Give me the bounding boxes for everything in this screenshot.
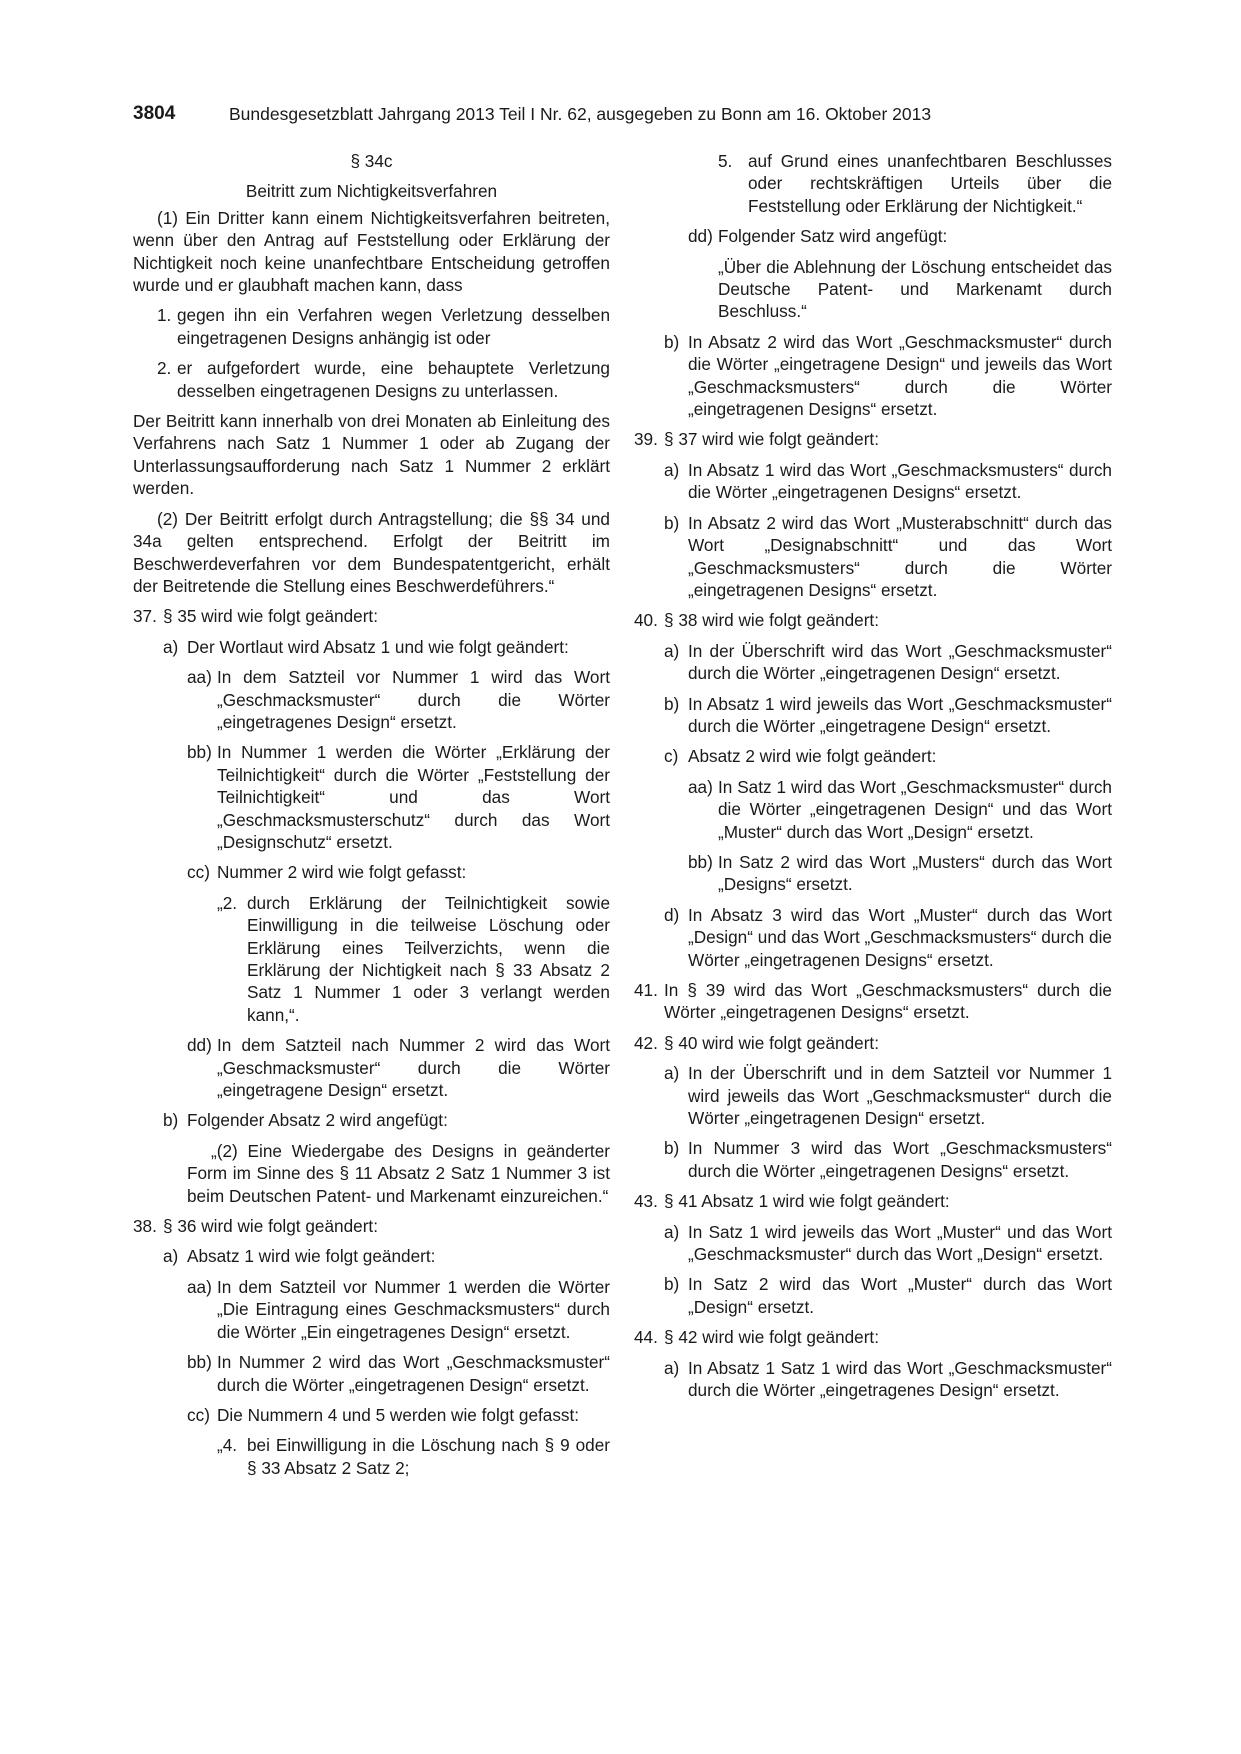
item-text: In Absatz 2 wird das Wort „Musterabschnitt“ durch das Wort „Designabschnitt“ und das Wort „Geschmacksmusters“ durch die Wörter „eingetragenen Designs“ ersetzt. xyxy=(688,512,1112,600)
item-text: In Nummer 1 werden die Wörter „Erklärung der Teilnichtigkeit“ durch die Wörter „Feststellung der Teilnichtigkeit“ und das Wort „Geschmacksmusterschutz“ durch das Wort „Designschutz“ ersetzt. xyxy=(217,742,610,852)
item-text: er aufgefordert wurde, eine behauptete Verletzung desselben eingetragenen Designs zu unterlassen. xyxy=(177,358,610,401)
item-label: 37. xyxy=(133,606,157,627)
list-item xyxy=(634,150,1112,217)
item-text: gegen ihn ein Verfahren wegen Verletzung desselben eingetragenen Designs anhängig ist oder xyxy=(177,305,610,348)
list-item xyxy=(133,1351,610,1396)
paragraph xyxy=(133,508,610,598)
item-text: § 36 wird wie folgt geändert: xyxy=(163,1216,378,1237)
item-label: a) xyxy=(664,1221,680,1242)
item-text: In Satz 2 wird das Wort „Musters“ durch das Wort „Designs“ ersetzt. xyxy=(718,851,1112,895)
item-text: In Nummer 3 wird das Wort „Geschmacksmusters“ durch die Wörter „eingetragenen Designs“ ersetzt. xyxy=(688,1138,1112,1181)
list-item xyxy=(634,1273,1112,1318)
item-text: Die Nummern 4 und 5 werden wie folgt gefasst: xyxy=(217,1404,580,1425)
item-text: § 35 wird wie folgt geändert: xyxy=(163,606,378,627)
item-label: a) xyxy=(664,459,680,480)
list-item xyxy=(634,331,1112,421)
item-label: bb) xyxy=(688,851,713,872)
list-item xyxy=(634,1326,1112,1348)
item-label: 43. xyxy=(634,1191,658,1212)
item-text: „Über die Ablehnung der Löschung entscheidet das Deutsche Patent- und Markenamt durch Beschluss.“ xyxy=(718,256,1112,322)
list-item xyxy=(133,1109,610,1131)
item-text: In Absatz 2 wird das Wort „Geschmacksmuster“ durch die Wörter „eingetragene Design“ und jeweils das Wort „Geschmacksmusters“ durch die Wörter „eingetragenen Designs“ ersetzt. xyxy=(688,331,1112,420)
list-item xyxy=(634,512,1112,602)
item-text: Folgender Satz wird angefügt: xyxy=(718,226,948,247)
item-text: In Absatz 3 wird das Wort „Muster“ durch das Wort „Design“ und das Wort „Geschmacksmusters“ durch die Wörter „eingetragenen Designs“ ersetzt. xyxy=(688,904,1112,970)
paragraph xyxy=(634,256,1112,323)
item-label: bb) xyxy=(187,1352,212,1373)
item-text: In dem Satzteil vor Nummer 1 werden die Wörter „Die Eintragung eines Geschmacksmusters“ durch die Wörter „Ein eingetragenes Design“ ersetzt. xyxy=(217,1276,610,1342)
item-label: 38. xyxy=(133,1216,157,1237)
item-label: 39. xyxy=(634,429,658,450)
item-label: dd) xyxy=(688,226,713,247)
item-label: aa) xyxy=(688,776,713,797)
item-text: durch Erklärung der Teilnichtigkeit sowie Einwilligung in die teilweise Löschung oder Erklärung eines Teilverzichts, wenn die Erklärung der Nichtigkeit nach § 33 Absatz 2 Satz 1 Nummer 1 oder 3 verlangt werden kann,“. xyxy=(247,892,610,1025)
left-column xyxy=(133,150,610,1479)
paragraph xyxy=(133,1140,610,1207)
item-label: „2. xyxy=(217,892,238,913)
list-item xyxy=(634,776,1112,843)
item-label: aa) xyxy=(187,1276,212,1297)
list-item xyxy=(133,1434,610,1479)
item-label: a) xyxy=(664,1357,680,1378)
item-text: Absatz 1 wird wie folgt geändert: xyxy=(187,1246,436,1267)
item-label: a) xyxy=(163,636,179,657)
page-header xyxy=(133,103,1013,129)
item-label: b) xyxy=(664,331,680,352)
item-label: „4. xyxy=(217,1435,238,1456)
list-item xyxy=(634,225,1112,247)
right-column xyxy=(634,150,1112,1402)
item-text: bei Einwilligung in die Löschung nach § 9 oder § 33 Absatz 2 Satz 2; xyxy=(247,1435,610,1478)
page-number: 3804 xyxy=(133,103,176,124)
item-text: Folgender Absatz 2 wird angefügt: xyxy=(187,1110,448,1131)
list-item xyxy=(133,892,610,1026)
item-text: In Absatz 1 Satz 1 wird das Wort „Geschmacksmuster“ durch die Wörter „eingetragenes Design“ ersetzt. xyxy=(688,1357,1112,1401)
item-text: In dem Satzteil nach Nummer 2 wird das Wort „Geschmacksmuster“ durch die Wörter „eingetragene Design“ ersetzt. xyxy=(217,1035,610,1101)
item-label: 2. xyxy=(157,358,172,379)
item-text: auf Grund eines unanfechtbaren Beschlusses oder rechtskräftigen Urteils über die Feststellung oder Erklärung der Nichtigkeit.“ xyxy=(748,151,1112,216)
list-item xyxy=(634,979,1112,1024)
item-label: b) xyxy=(163,1110,179,1131)
item-text: In Satz 2 wird das Wort „Muster“ durch das Wort „Design“ ersetzt. xyxy=(688,1274,1112,1317)
item-label: 1. xyxy=(157,305,172,326)
item-text: § 42 wird wie folgt geändert: xyxy=(664,1327,879,1348)
list-item xyxy=(634,693,1112,738)
item-text: In § 39 wird das Wort „Geschmacksmusters“ durch die Wörter „eingetragenen Designs“ ersetzt. xyxy=(664,980,1112,1023)
item-text: In Nummer 2 wird das Wort „Geschmacksmuster“ durch die Wörter „eingetragenen Design“ ersetzt. xyxy=(217,1352,610,1395)
item-label: a) xyxy=(163,1246,179,1267)
item-text: § 38 wird wie folgt geändert: xyxy=(664,610,879,631)
item-label: b) xyxy=(664,693,680,714)
item-text: In der Überschrift und in dem Satzteil vor Nummer 1 wird jeweils das Wort „Geschmacksmuster“ durch die Wörter „eingetragenen Design“ ersetzt. xyxy=(688,1063,1112,1129)
item-text: Beitritt zum Nichtigkeitsverfahren xyxy=(245,181,498,202)
list-item xyxy=(133,1404,610,1426)
item-label: dd) xyxy=(187,1035,212,1056)
item-text: Absatz 2 wird wie folgt geändert: xyxy=(688,746,937,767)
item-text: In der Überschrift wird das Wort „Geschmacksmuster“ durch die Wörter „eingetragenen Design“ ersetzt. xyxy=(688,640,1112,684)
item-text: § 40 wird wie folgt geändert: xyxy=(664,1032,879,1053)
item-text: „(2) Eine Wiedergabe des Designs in geänderter Form im Sinne des § 11 Absatz 2 Satz 1 Nummer 3 ist beim Deutschen Patent- und Markenamt einzureichen.“ xyxy=(187,1140,610,1206)
list-item xyxy=(634,1137,1112,1182)
item-label: 40. xyxy=(634,610,658,631)
list-item xyxy=(133,1245,610,1267)
item-label: b) xyxy=(664,1138,680,1159)
list-item xyxy=(133,304,610,349)
list-item xyxy=(634,1032,1112,1054)
item-label: b) xyxy=(664,1274,680,1295)
item-label: aa) xyxy=(187,667,212,688)
item-text: § 41 Absatz 1 wird wie folgt geändert: xyxy=(664,1191,950,1212)
item-label: 42. xyxy=(634,1032,658,1053)
item-text: In Absatz 1 wird das Wort „Geschmacksmusters“ durch die Wörter „eingetragenen Designs“ ersetzt. xyxy=(688,459,1112,503)
list-item xyxy=(133,1215,610,1237)
list-item xyxy=(634,851,1112,896)
list-item xyxy=(634,904,1112,971)
list-item xyxy=(634,1357,1112,1402)
item-text: Der Beitritt kann innerhalb von drei Monaten ab Einleitung des Verfahrens nach Satz 1 Nummer 1 oder ab Zugang der Unterlassungsaufforderung nach Satz 1 Nummer 2 erklärt werden. xyxy=(133,411,610,499)
item-text: Nummer 2 wird wie folgt gefasst: xyxy=(217,862,467,883)
paragraph xyxy=(133,150,610,172)
item-label: cc) xyxy=(187,862,210,883)
list-item xyxy=(634,745,1112,767)
item-label: 5. xyxy=(718,151,733,171)
item-label: c) xyxy=(664,746,679,767)
item-text: In dem Satzteil vor Nummer 1 wird das Wort „Geschmacksmuster“ durch die Wörter „eingetragenes Design“ ersetzt. xyxy=(217,667,610,732)
item-label: a) xyxy=(664,640,680,661)
item-text: § 37 wird wie folgt geändert: xyxy=(664,429,879,450)
list-item xyxy=(634,459,1112,504)
item-text: Der Wortlaut wird Absatz 1 und wie folgt geändert: xyxy=(187,636,569,657)
list-item xyxy=(133,636,610,658)
item-label: cc) xyxy=(187,1404,210,1425)
list-item xyxy=(634,1062,1112,1129)
list-item xyxy=(133,741,610,853)
list-item xyxy=(634,428,1112,450)
list-item xyxy=(634,1190,1112,1212)
list-item xyxy=(133,861,610,883)
item-label: bb) xyxy=(187,742,212,763)
list-item xyxy=(133,1276,610,1343)
item-label: b) xyxy=(664,512,680,533)
item-label: a) xyxy=(664,1063,680,1084)
item-text: (1) Ein Dritter kann einem Nichtigkeitsverfahren beitreten, wenn über den Antrag auf Feststellung oder Erklärung der Nichtigkeit noch keine unanfechtbare Entscheidung getroffen wurde und er glaubhaft machen kann, dass xyxy=(133,207,610,296)
list-item xyxy=(634,1221,1112,1266)
list-item xyxy=(133,605,610,627)
list-item xyxy=(634,609,1112,631)
item-text: In Absatz 1 wird jeweils das Wort „Geschmacksmuster“ durch die Wörter „eingetragene Design“ ersetzt. xyxy=(688,693,1112,736)
item-text: In Satz 1 wird das Wort „Geschmacksmuster“ durch die Wörter „eingetragenen Design“ und das Wort „Muster“ durch das Wort „Design“ ersetzt. xyxy=(718,776,1112,842)
list-item xyxy=(634,640,1112,685)
item-label: 44. xyxy=(634,1327,658,1348)
item-label: 41. xyxy=(634,980,658,1000)
item-text: § 34c xyxy=(350,151,393,171)
item-text: (2) Der Beitritt erfolgt durch Antragstellung; die §§ 34 und 34a gelten entsprechend. Erfolgt der Beitritt im Beschwerdeverfahren vor dem Bundespatentgericht, erhält der Beitretende die Stellung eines Beschwerdeführers.“ xyxy=(133,508,610,596)
list-item xyxy=(133,1034,610,1101)
paragraph xyxy=(133,207,610,297)
list-item xyxy=(133,357,610,402)
paragraph xyxy=(133,180,610,202)
item-label: d) xyxy=(664,904,680,925)
gazette-title: Bundesgesetzblatt Jahrgang 2013 Teil I Nr. 62, ausgegeben zu Bonn am 16. Oktober 2013 xyxy=(229,104,932,124)
list-item xyxy=(133,666,610,733)
paragraph xyxy=(133,410,610,500)
item-text: In Satz 1 wird jeweils das Wort „Muster“ und das Wort „Geschmacksmuster“ durch das Wort „Design“ ersetzt. xyxy=(688,1221,1112,1265)
